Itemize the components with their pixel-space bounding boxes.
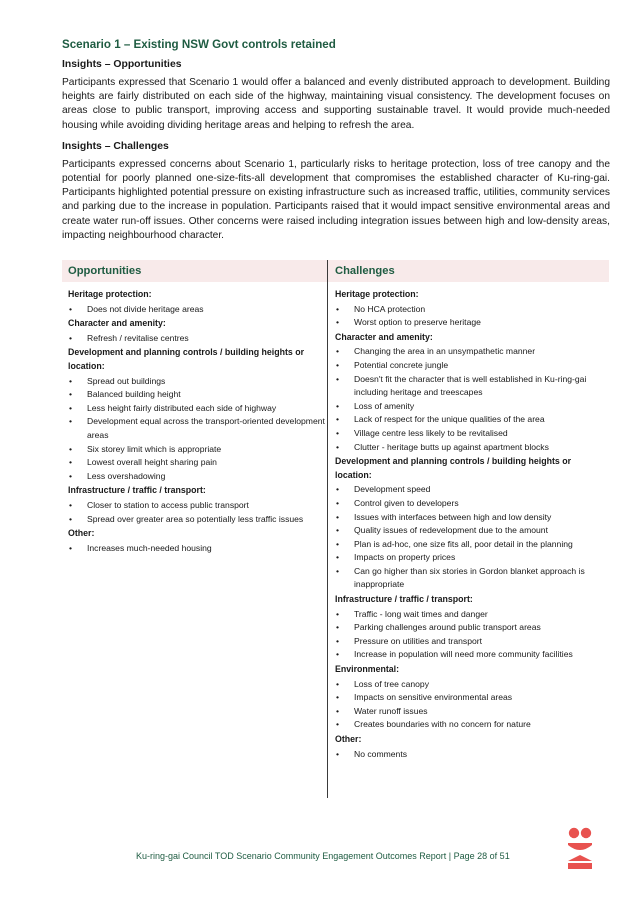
opportunities-header: Opportunities <box>62 260 327 282</box>
group-title: Infrastructure / traffic / transport: <box>68 485 206 496</box>
item-list <box>335 303 609 330</box>
group-title: Development and planning controls / building heights or location: <box>68 347 305 371</box>
list-item: • Increases much-needed housing <box>68 542 327 556</box>
group-title: Heritage protection: <box>335 289 419 299</box>
list-item: • Worst option to preserve heritage <box>335 316 609 330</box>
list-item: • Lowest overall height sharing pain <box>68 456 327 470</box>
group-title: Character and amenity: <box>335 331 433 342</box>
list-item: • Changing the area in an unsympathetic manner <box>335 345 609 359</box>
group-title: Heritage protection: <box>68 289 152 299</box>
opportunities-column <box>62 260 327 556</box>
group-title: Infrastructure / traffic / transport: <box>335 594 473 605</box>
list-item: • Balanced building height <box>68 388 327 402</box>
list-item: • Refresh / revitalise centres <box>68 332 327 346</box>
item-list <box>68 303 327 317</box>
page-footer: Ku-ring-gai Council TOD Scenario Community Engagement Outcomes Report | Page 28 of 51 <box>136 851 510 861</box>
insights-opportunities-heading: Insights – Opportunities <box>62 59 182 70</box>
list-item: • Spread out buildings <box>68 375 327 389</box>
group-title: Other: <box>68 528 95 539</box>
list-item: • Development speed <box>335 483 609 497</box>
list-item: • Impacts on property prices <box>335 551 609 565</box>
item-list <box>335 678 609 732</box>
list-item: • Water runoff issues <box>335 705 609 719</box>
list-item: • Spread over greater area so potentially less traffic issues <box>68 513 327 527</box>
page-content <box>62 38 610 759</box>
challenges-header: Challenges <box>328 260 609 282</box>
item-list <box>335 345 609 454</box>
item-list <box>68 542 327 556</box>
list-item: • Village centre less likely to be revitalised <box>335 427 609 441</box>
list-item: • Six storey limit which is appropriate <box>68 443 327 457</box>
list-item: • Closer to station to access public transport <box>68 499 327 513</box>
list-item: • Does not divide heritage areas <box>68 303 327 317</box>
insights-challenges-heading: Insights – Challenges <box>62 140 169 152</box>
list-item: • Plan is ad-hoc, one size fits all, poor detail in the planning <box>335 538 609 552</box>
group-title: Character and amenity: <box>68 318 166 329</box>
list-item: • Parking challenges around public transport areas <box>335 621 609 635</box>
list-item: • Quality issues of redevelopment due to the amount <box>335 524 609 538</box>
list-item: • Potential concrete jungle <box>335 359 609 373</box>
item-list <box>68 499 327 526</box>
list-item: • Doesn't fit the character that is well established in Ku-ring-gai including heritage and treescapes <box>335 373 609 400</box>
item-list <box>68 375 327 484</box>
list-item: • Issues with interfaces between high and low density <box>335 511 609 525</box>
list-item: • Creates boundaries with no concern for nature <box>335 718 609 732</box>
list-item: • Control given to developers <box>335 497 609 511</box>
list-item: • No comments <box>335 748 609 762</box>
challenges-column <box>328 260 609 762</box>
group-title: Other: <box>335 734 362 744</box>
list-item: • Clutter - heritage butts up against apartment blocks <box>335 441 609 455</box>
list-item: • Can go higher than six stories in Gordon blanket approach is inappropriate <box>335 565 609 592</box>
item-list <box>68 332 327 346</box>
list-item: • Increase in population will need more community facilities <box>335 648 609 662</box>
item-list <box>335 608 609 662</box>
item-list <box>335 483 609 592</box>
list-item: • No HCA protection <box>335 303 609 317</box>
list-item: • Loss of amenity <box>335 400 609 414</box>
list-item: • Impacts on sensitive environmental areas <box>335 691 609 705</box>
list-item: • Development equal across the transport-oriented development areas <box>68 415 327 442</box>
insights-challenges-text: Participants expressed concerns about Scenario 1, particularly risks to heritage protection, loss of tree canopy and the potential for poorly planned one-size-fits-all development that compromises the established character of Ku-ring-gai. Participants highlighted potential pressure on existing infrastructure such as increased traffic, utilities, community services and parking due to the increase in population. Participants raised that it would impact sensitive environmental areas and create water run-off issues. Other concerns were raised including integration issues between high and low-density areas, impacting neighbourhood character. <box>62 158 610 241</box>
list-item: • Pressure on utilities and transport <box>335 635 609 649</box>
item-list <box>335 748 609 762</box>
list-item: • Lack of respect for the unique qualities of the area <box>335 413 609 427</box>
list-item: • Traffic - long wait times and danger <box>335 608 609 622</box>
insights-opportunities-text: Participants expressed that Scenario 1 would offer a balanced and evenly distributed approach to development. Building heights are fairly distributed on each side of the highway, maintaining visual consistency. The development focuses on areas close to public transport, improving access and supporting sustainable travel. It would provide much-needed housing while avoiding dividing heritage areas and helping to refresh the area. <box>62 77 610 131</box>
list-item: • Loss of tree canopy <box>335 678 609 692</box>
group-title: Development and planning controls / building heights or location: <box>335 456 572 480</box>
list-item: • Less overshadowing <box>68 470 327 484</box>
list-item: • Less height fairly distributed each side of highway <box>68 402 327 416</box>
scenario-title: Scenario 1 – Existing NSW Govt controls retained <box>62 38 336 51</box>
group-title: Environmental: <box>335 664 400 675</box>
council-logo-icon <box>567 827 593 871</box>
